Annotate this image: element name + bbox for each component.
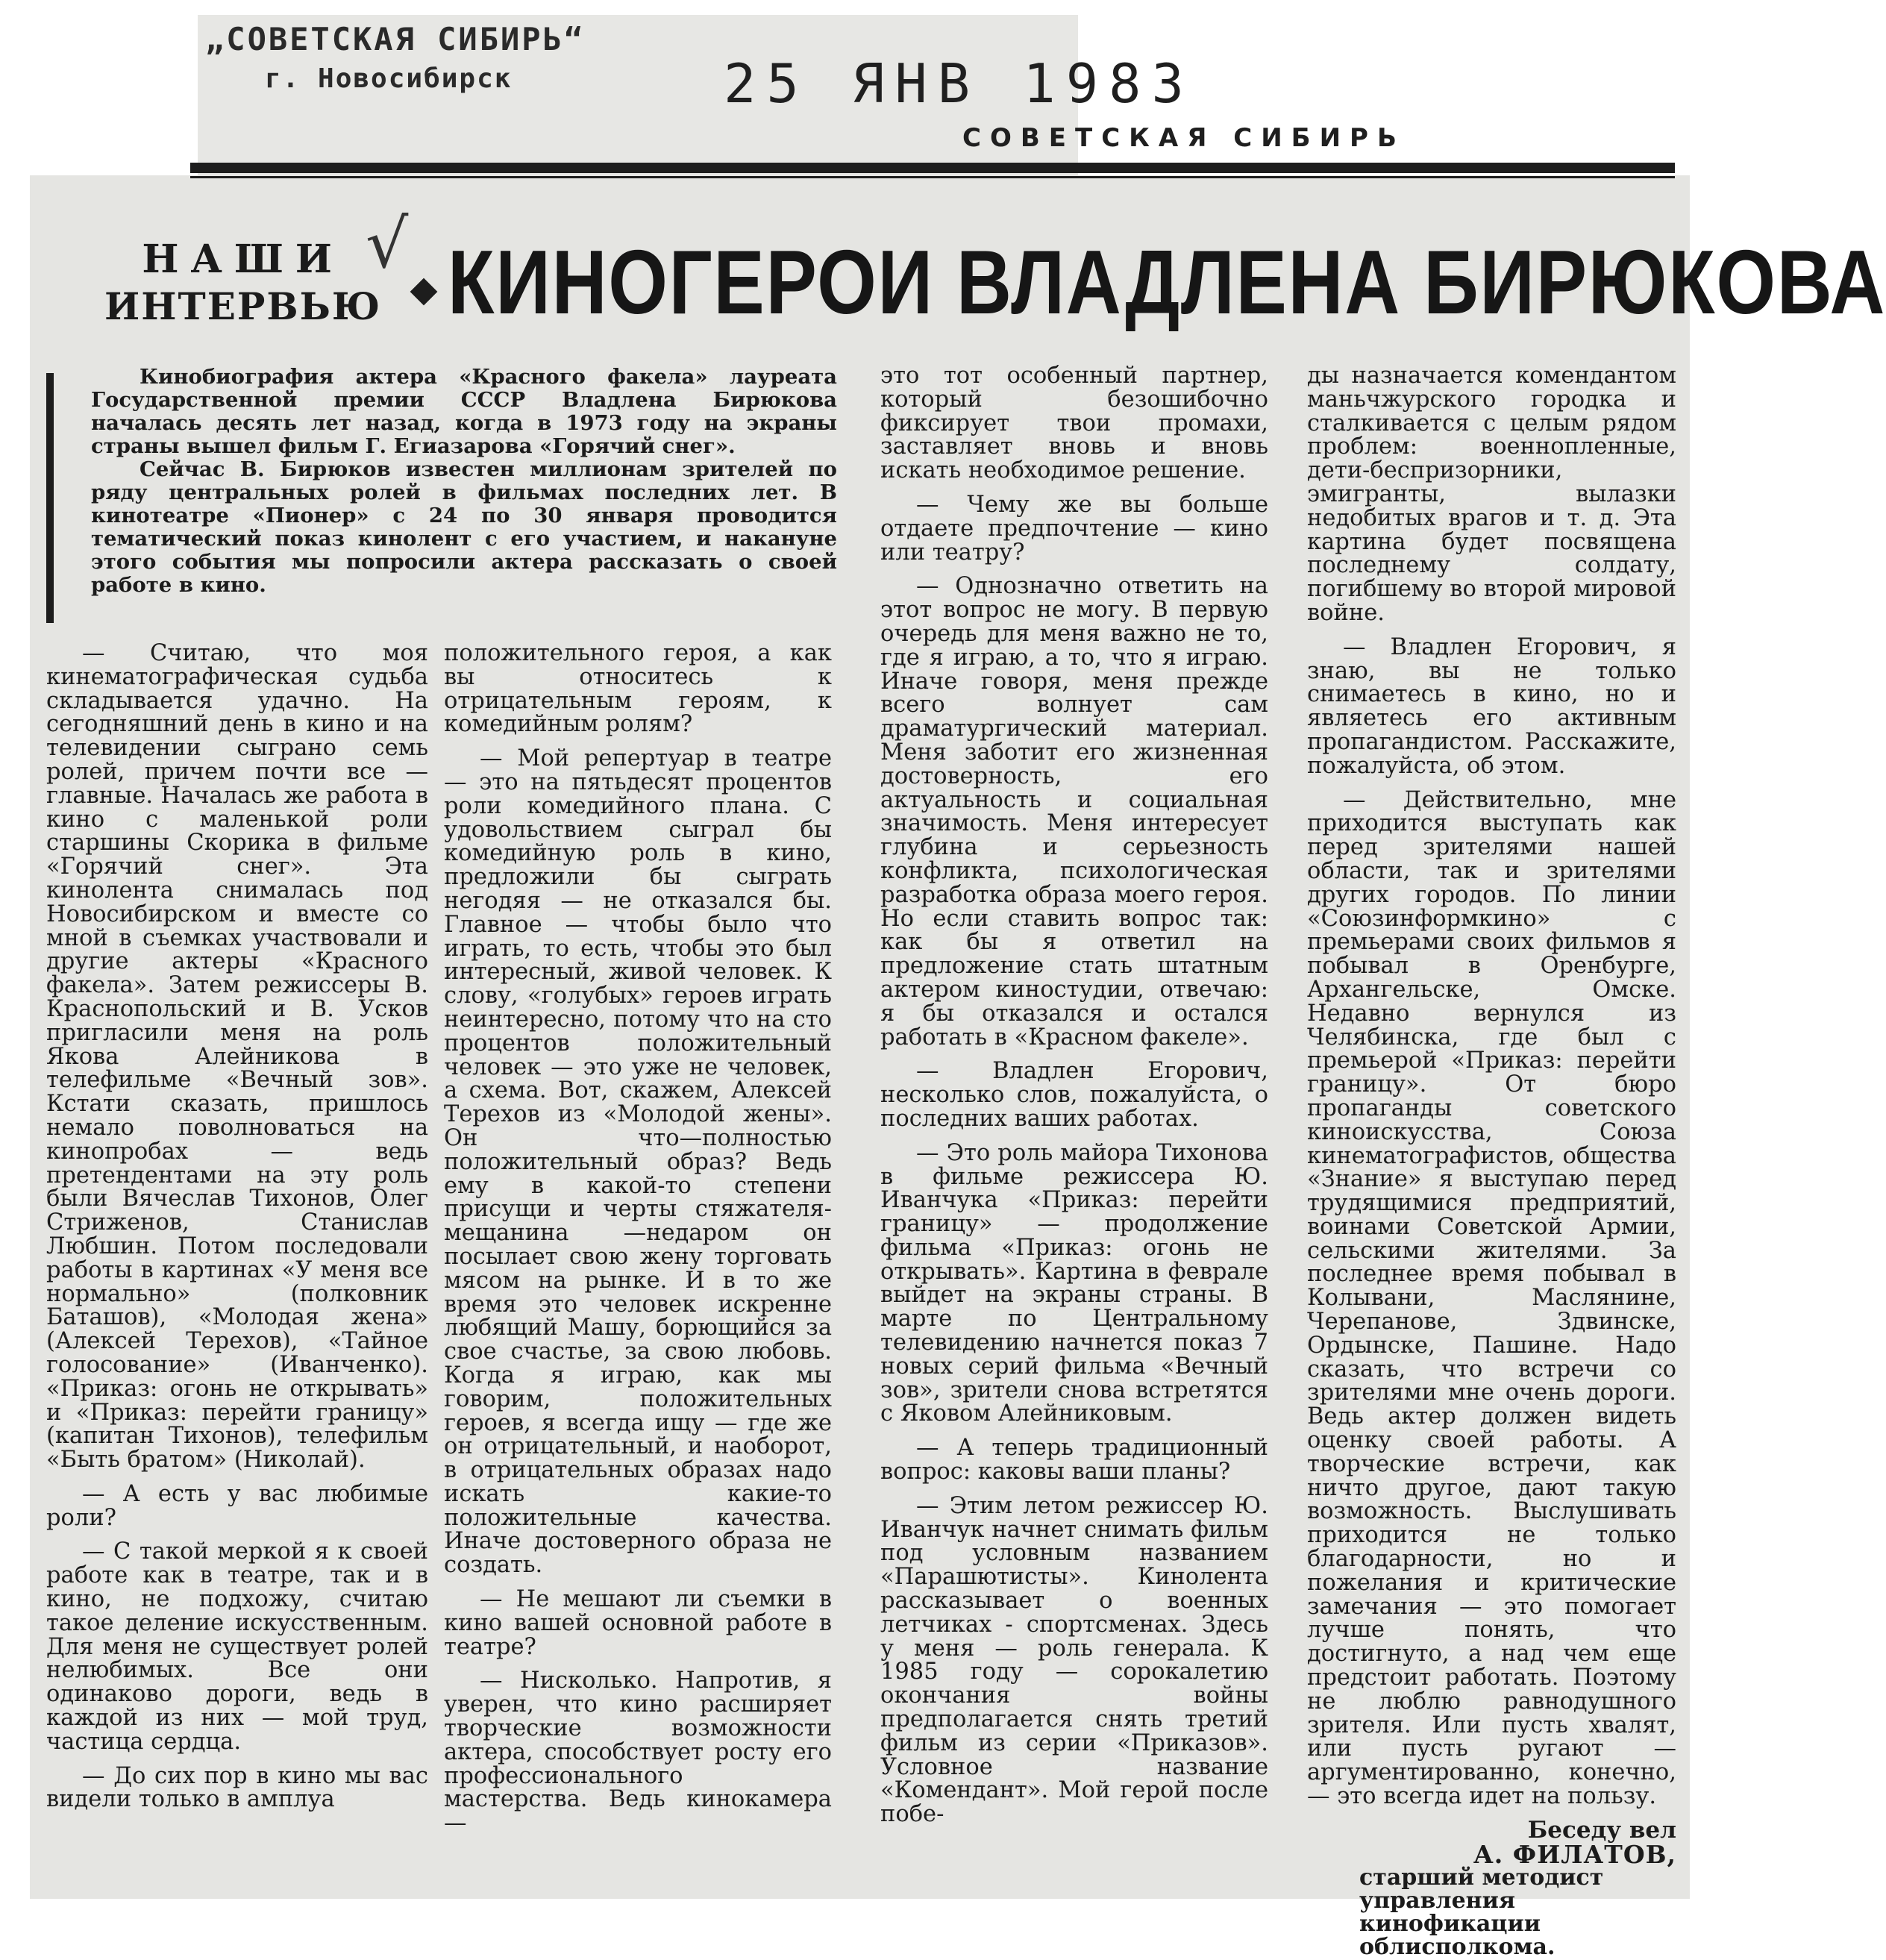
newspaper-stamp <box>205 21 585 94</box>
paragraph: — Однозначно ответить на этот вопрос не могу. В первую очередь для меня важно не то, где я играю, а то, что я играю. Иначе говоря, меня прежде всего волнует сам драматургический материал. Меня заботит его жизненная достоверность, его актуальность и социальная значимость. Меня интересует глубина и серьезность конфликта, психологическая разработка образа моего героя. Но если ставить вопрос так: как бы я ответил на предложение стать штатным актером киностудии, отвечаю: я бы отказался и остался работать в «Красном факеле». <box>880 573 1268 1051</box>
column-4 <box>1307 364 1676 1959</box>
signature <box>1307 1816 1676 1960</box>
signature-position: старший методист управления кинофикации облисполкома. <box>1359 1864 1604 1960</box>
signature-label: Беседу вел <box>1527 1816 1676 1844</box>
masthead-rule-thick <box>190 163 1675 173</box>
stamp-newspaper-name: „СОВЕТСКАЯ СИБИРЬ“ <box>205 21 586 57</box>
column-3 <box>880 364 1268 1826</box>
paragraph: — Мой репертуар в театре — это на пятьдесят процентов роли комедийного плана. С удовольствием сыграл бы комедийную роль в кино, предложили бы сыграть негодяя — не отказался бы. Главное — чтобы было что играть, то есть, чтобы это был интересный, живой человек. К слову, «голубых» героев играть неинтересно, потому что на сто процентов положительный человек — это уже не человек, а схема. Вот, скажем, Алексей Терехов из «Молодой жены». Он что—полностью положительный образ? Ведь ему в какой-то степени присущи и черты стяжателя-мещанина —недаром он посылает свою жену торговать мясом на рынке. И в то же время это человек искренне любящий Машу, борющийся за свое счастье, за свою любовь. Когда я играю, как мы говорим, положительных героев, я всегда ищу — где же он отрицательный, и наоборот, в отрицательных образах надо искать какие-то положительные качества. Иначе достоверного образа не создать. <box>444 745 832 1579</box>
paragraph: — Нисколько. Напротив, я уверен, что кино расширяет творческие возможности актера, способствует росту его профессионального мастерства. Ведь кинокамера — <box>444 1668 832 1837</box>
paragraph: — А теперь традиционный вопрос: каковы ваши планы? <box>880 1435 1268 1485</box>
masthead-rule-thin <box>190 176 1675 178</box>
paragraph: ды назначается комендантом маньчжурского городка и сталкивается с целым рядом проблем: военнопленные, дети-беспризорники, эмигранты, вылазки недобитых врагов и т. д. Эта картина будет посвящена последнему солдату, погибшему во второй мировой войне. <box>1307 363 1676 626</box>
paragraph: — Действительно, мне приходится выступать как перед зрителями нашей области, так и зрителями других городов. По линии «Союзинформкино» с премьерами своих фильмов я побывал в Оренбурге, Архангельске, Омске. Недавно вернулся из Челябинска, где был с премьерой «Приказ: перейти границу». От бюро пропаганды советского киноискусства, Союза кинематографистов, общества «Знание» я выступаю перед трудящимися предприятий, воинами Советской Армии, сельскими жителями. За последнее время побывал в Колывани, Маслянине, Черепанове, Здвинске, Ордынске, Пашине. Надо сказать, что встречи со зрителями мне очень дороги. Ведь актер должен видеть оценку своей работы. А творческие встречи, как ничто другое, дают такую возможность. Выслушивать приходится не только благодарности, но и пожелания и критические замечания — это помогает лучше понять, что достигнуто, а над чем еще предстоит работать. Поэтому не люблю равнодушного зрителя. Или пусть хвалят, или пусть ругают — аргументированно, конечно, — это всегда идет на пользу. <box>1307 786 1676 1810</box>
paragraph: — С такой меркой я к своей работе как в театре, так и в кино, не подхожу, считаю такое деление искусственным. Для меня не существует ролей нелюбимых. Все они одинаково дороги, ведь в каждой из них — мой труд, частица сердца. <box>46 1538 428 1755</box>
rubric-line-2: ИНТЕРВЬЮ <box>104 284 382 328</box>
column-2 <box>444 642 832 1835</box>
paragraph: — А есть у вас любимые роли? <box>46 1480 428 1531</box>
rubric <box>104 235 381 331</box>
stamp-city: г. Новосибирск <box>265 63 513 94</box>
masthead: СОВЕТСКАЯ СИБИРЬ <box>962 123 1406 153</box>
lead-paragraph <box>91 366 837 597</box>
date-stamp: 25 ЯНВ 1983 <box>724 52 1194 115</box>
rubric-line-1: НАШИ <box>142 237 344 282</box>
paragraph: — Этим летом режиссер Ю. Иванчук начнет снимать фильм под условным названием «Парашютисты». Кинолента рассказывает о военных летчиках - спортсменах. Здесь у меня — роль генерала. К 1985 году — сорокалетию окончания войны предполагается снять третий фильм из серии «Приказов». Условное название «Комендант». Мой герой после побе- <box>880 1492 1268 1828</box>
signature-name: А. ФИЛАТОВ, <box>1473 1839 1676 1869</box>
lead-text-1: Кинобиография актера «Красного факела» лауреата Государственной премии СССР Владлена Бирюкова началась десять лет назад, когда в 1973 году на экраны страны вышел фильм Г. Егиазарова «Горячий снег». <box>91 365 837 458</box>
paragraph: — Считаю, что моя кинематографическая судьба складывается удачно. На сегодняшний день в кино и на телевидении сыграно семь ролей, причем почти все — главные. Началась же работа в кино с маленькой роли старшины Скорика в фильме «Горячий снег». Эта кинолента снималась под Новосибирском и вместе со мной в съемках участвовали и другие актеры «Красного факела». Затем режиссеры В. Краснопольский и В. Усков пригласили меня на роль Якова Алейникова в телефильме «Вечный зов». Кстати сказать, пришлось немало поволноваться на кинопробах — ведь претендентами на эту роль были Вячеслав Тихонов, Олег Стриженов, Станислав Любшин. Потом последовали работы в картинах «У меня все нормально» (полковник Баташов), «Молодая жена» (Алексей Терехов), «Тайное голосование» (Иванченко). «Приказ: огонь не открывать» и «Приказ: перейти границу» (капитан Тихонов), телефильм «Быть братом» (Николай). <box>46 640 428 1474</box>
paragraph: — Это роль майора Тихонова в фильме режиссера Ю. Иванчука «Приказ: перейти границу» — продолжение фильма «Приказ: огонь не открывать». Картина в феврале выйдет на экраны страны. В марте по Центральному телевидению начнется показ 7 новых серий фильма «Вечный зов», зрители снова встретятся с Яковом Алейниковым. <box>880 1139 1268 1427</box>
paragraph: положительного героя, а как вы относитесь к отрицательным героям, к комедийным ролям? <box>444 640 832 738</box>
paragraph: — Не мешают ли съемки в кино вашей основной работе в театре? <box>444 1586 832 1660</box>
paragraph: — До сих пор в кино мы вас видели только в амплуа <box>46 1762 428 1813</box>
checkmark-icon: √ <box>366 205 409 284</box>
lead-bar <box>46 373 54 623</box>
column-1 <box>46 642 428 1812</box>
paragraph: — Владлен Егорович, я знаю, вы не только снимаетесь в кино, но и являетесь его активным пропагандистом. Расскажите, пожалуйста, об этом. <box>1307 633 1676 779</box>
paragraph: это тот особенный партнер, который безошибочно фиксирует твои промахи, заставляет вновь и вновь искать необходимое решение. <box>880 363 1268 484</box>
lead-text-2: Сейчас В. Бирюков известен миллионам зрителей по ряду центральных ролей в фильмах последних лет. В кинотеатре «Пионер» с 24 по 30 января проводится тематический показ кинолент с его участием, и накануне этого события мы попросили актера рассказать о своей работе в кино. <box>91 457 837 597</box>
paragraph: — Чему же вы больше отдаете предпочтение — кино или театру? <box>880 491 1268 566</box>
headline: КИНОГЕРОИ ВЛАДЛЕНА БИРЮКОВА <box>448 231 1886 333</box>
paragraph: — Владлен Егорович, несколько слов, пожалуйста, о последних ваших работах. <box>880 1058 1268 1132</box>
